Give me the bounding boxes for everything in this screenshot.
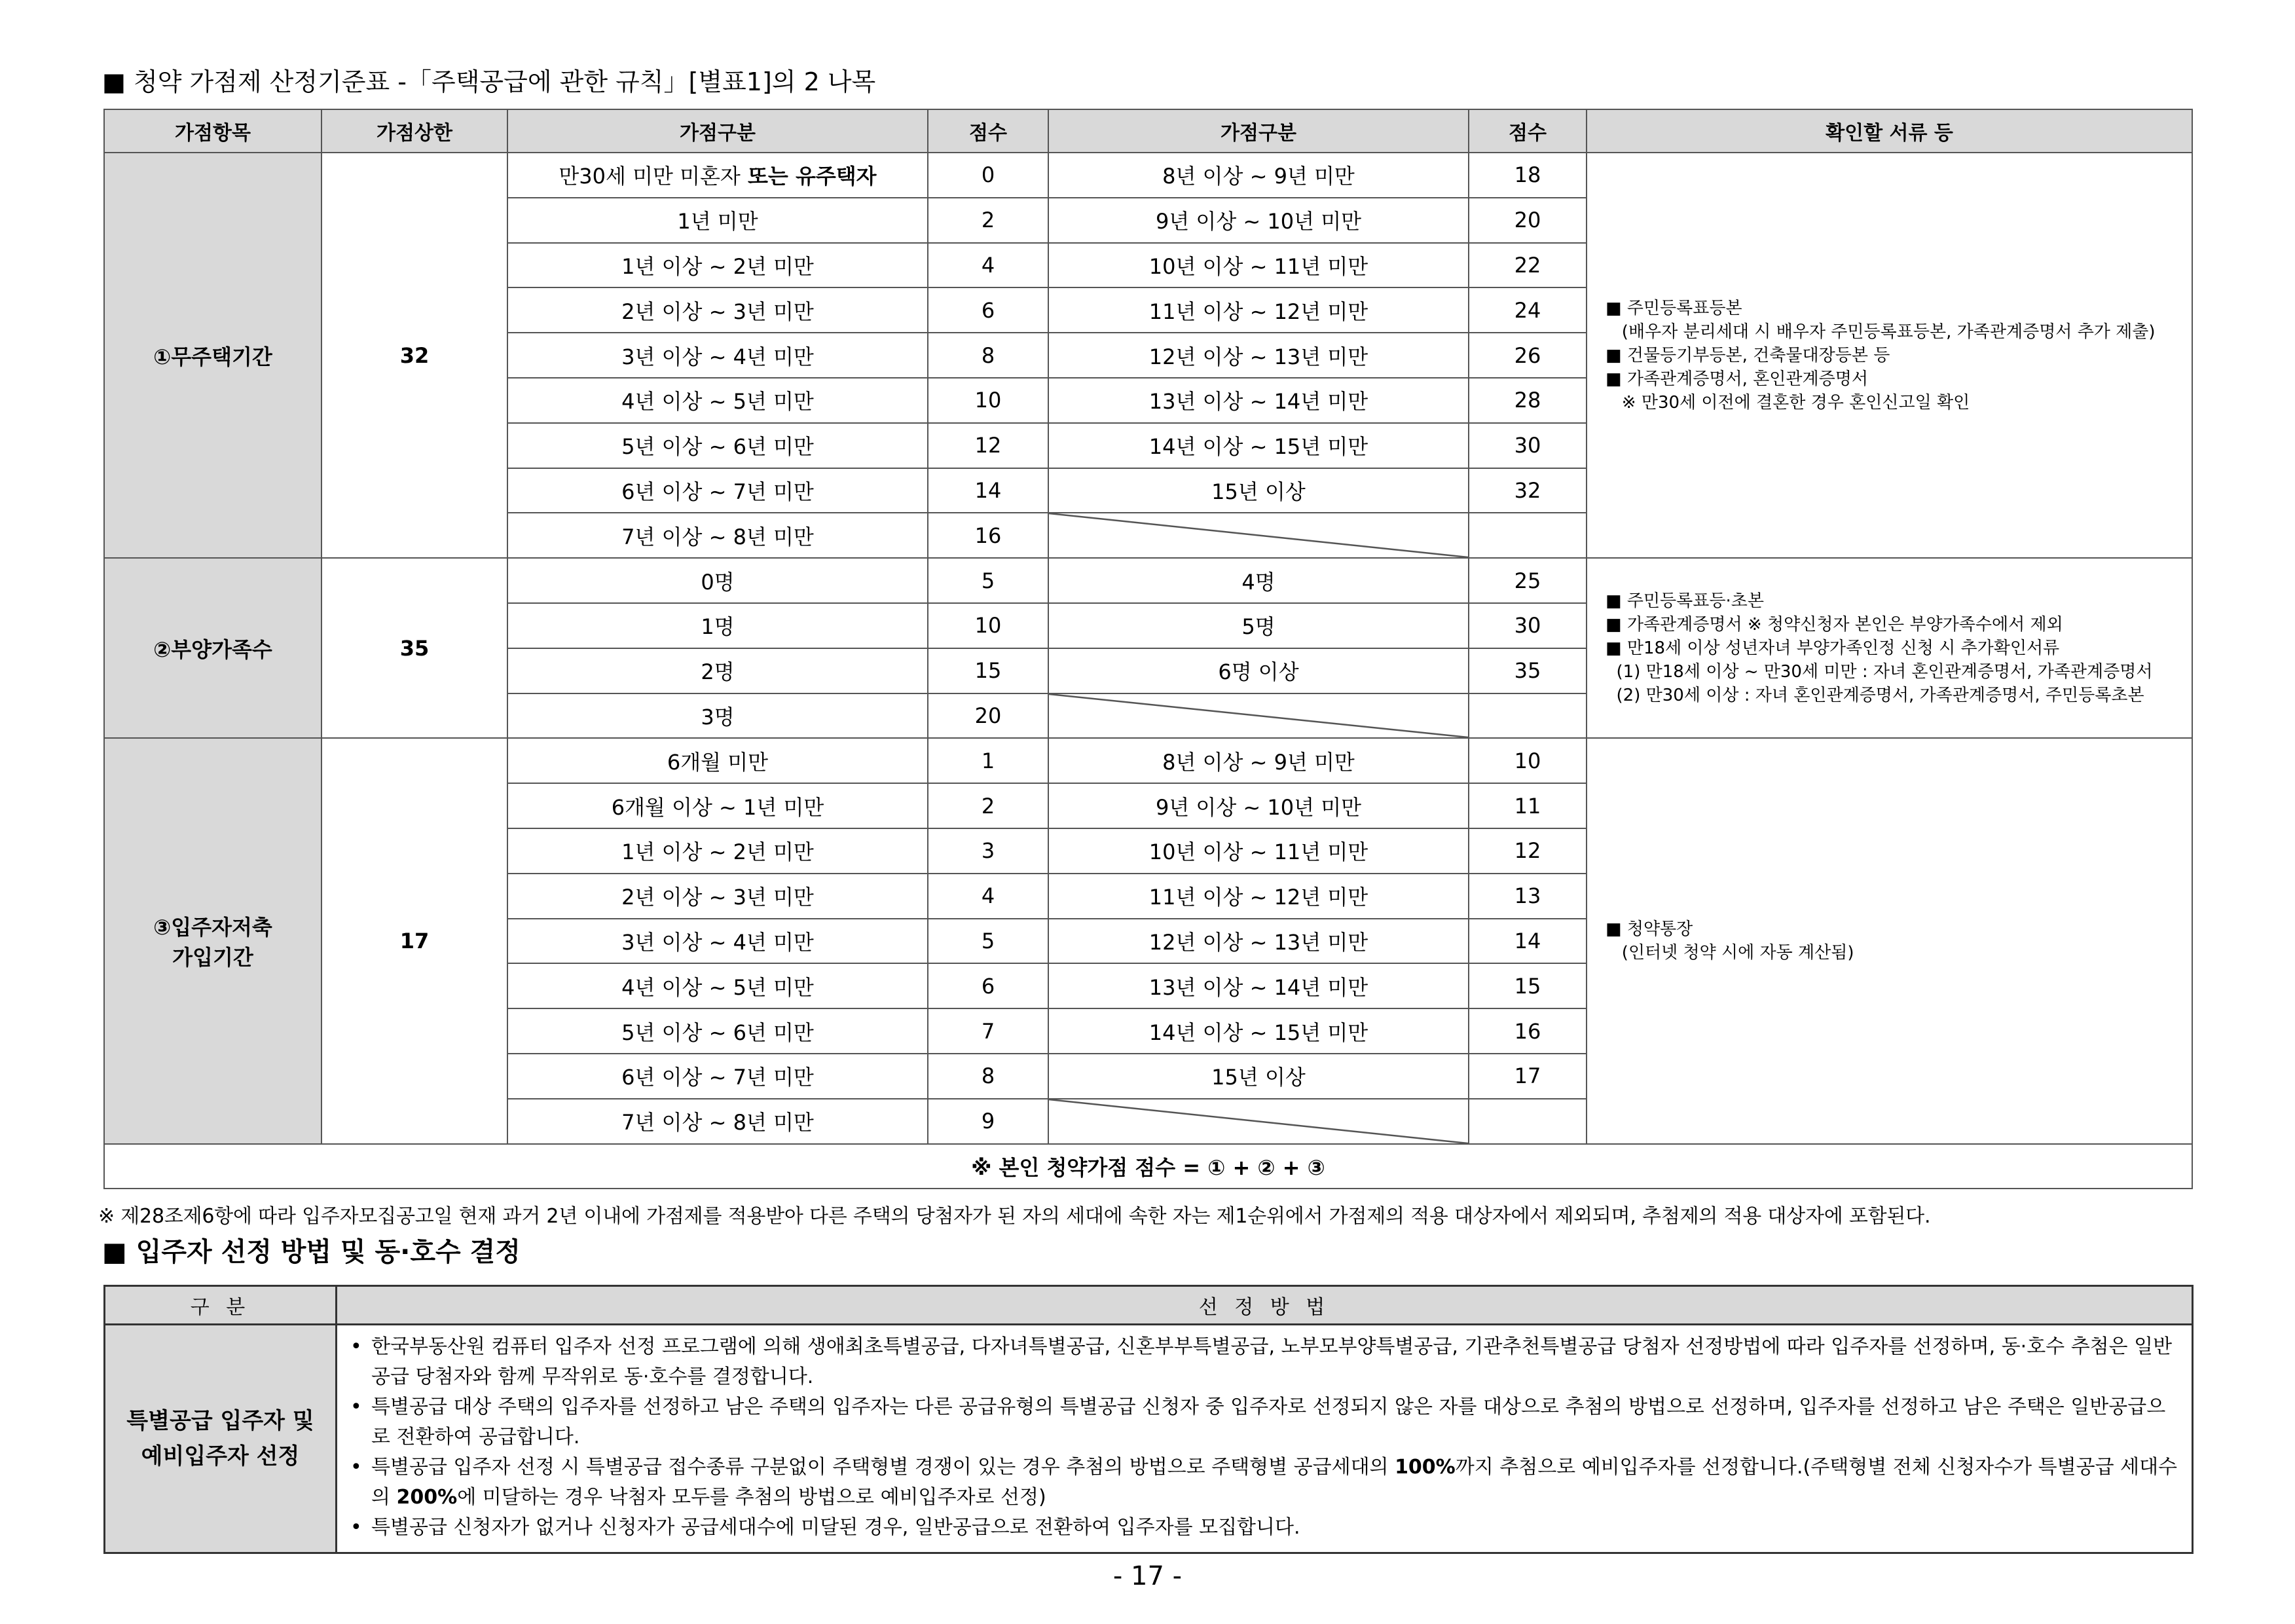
category-a-text: 6년 이상 ~ 7년 미만	[621, 479, 814, 504]
score-a-cell: 2	[928, 783, 1048, 828]
list-item	[350, 1392, 2178, 1452]
category-b-cell: 9년 이상 ~ 10년 미만	[1048, 783, 1469, 828]
score-b-cell: 14	[1469, 919, 1587, 964]
text-part: 특별공급 입주자 선정 시 특별공급 접수종류 구분없이 주택형별 경쟁이 있는 경우 추첨의 방법으로 주택형별 공급세대의	[371, 1456, 1395, 1479]
category-a-cell	[507, 558, 928, 603]
score-item-cell	[104, 558, 321, 738]
table-row	[104, 558, 2192, 603]
category-a-text: 3년 이상 ~ 4년 미만	[621, 344, 814, 369]
category-b-cell: 6명 이상	[1048, 648, 1469, 693]
category-b-cell: 11년 이상 ~ 12년 미만	[1048, 874, 1469, 919]
list-item	[350, 1452, 2178, 1513]
score-a-cell: 3	[928, 828, 1048, 874]
score-a-cell: 1	[928, 738, 1048, 783]
list-item-text: 특별공급 신청자가 없거나 신청자가 공급세대수에 미달된 경우, 일반공급으로 전환하여 입주자를 모집합니다.	[371, 1516, 1300, 1539]
score-b-cell: 24	[1469, 287, 1587, 333]
category-a-cell	[507, 874, 928, 919]
category-a-cell	[507, 648, 928, 693]
score-a-cell: 6	[928, 287, 1048, 333]
category-a-text: 1년 미만	[677, 209, 758, 234]
category-b-cell: 14년 이상 ~ 15년 미만	[1048, 1008, 1469, 1054]
score-a-cell: 16	[928, 513, 1048, 558]
category-a-bold-text: 또는 유주택자	[740, 164, 877, 189]
score-b-cell: 28	[1469, 378, 1587, 423]
category-a-text: 4년 이상 ~ 5년 미만	[621, 389, 814, 415]
category-b-cell: 5명	[1048, 603, 1469, 648]
category-b-cell: 11년 이상 ~ 12년 미만	[1048, 287, 1469, 333]
category-b-cell: 12년 이상 ~ 13년 미만	[1048, 919, 1469, 964]
category-b-cell: 13년 이상 ~ 14년 미만	[1048, 963, 1469, 1008]
category-a-cell	[507, 919, 928, 964]
category-b-empty-cell	[1048, 513, 1469, 558]
score-item-label-line2: 가입기간	[172, 944, 253, 970]
category-a-text: 7년 이상 ~ 8년 미만	[621, 524, 814, 549]
table-header-row	[104, 109, 2192, 153]
category-a-text: 2년 이상 ~ 3년 미만	[621, 299, 814, 324]
score-a-cell: 14	[928, 468, 1048, 513]
score-b-cell: 30	[1469, 423, 1587, 468]
category-a-cell	[507, 287, 928, 333]
bullet-icon: •	[350, 1395, 362, 1418]
category-a-text: 1년 이상 ~ 2년 미만	[621, 840, 814, 865]
bullet-icon: •	[350, 1335, 362, 1358]
document-line: (인터넷 청약 시에 자동 계산됨)	[1606, 942, 1854, 963]
category-b-cell: 9년 이상 ~ 10년 미만	[1048, 198, 1469, 243]
score-a-cell: 5	[928, 558, 1048, 603]
percent-100: 100%	[1395, 1456, 1456, 1479]
category-a-cell	[507, 1099, 928, 1144]
category-a-cell	[507, 693, 928, 739]
category-b-cell: 12년 이상 ~ 13년 미만	[1048, 333, 1469, 378]
text-part: 에 미달하는 경우 낙첨자 모두를 추첨의 방법으로 예비입주자로 선정)	[457, 1486, 1046, 1509]
category-b-cell: 14년 이상 ~ 15년 미만	[1048, 423, 1469, 468]
text-part: 까지 추첨으로 예비입주자를 선정합니다.(주택형별 전체 신청자수가 특별공급 세대수의	[371, 1456, 2178, 1509]
category-a-text: 2명	[701, 659, 735, 685]
table-row	[104, 153, 2192, 198]
header-category-b: 가점구분	[1048, 109, 1469, 153]
header-division: 구 분	[105, 1286, 337, 1325]
category-b-cell: 8년 이상 ~ 9년 미만	[1048, 153, 1469, 198]
score-item-cell	[104, 153, 321, 558]
score-item-label: ③입주자저축	[153, 914, 272, 940]
score-a-cell: 5	[928, 919, 1048, 964]
score-b-cell	[1469, 1099, 1587, 1144]
category-a-cell	[507, 963, 928, 1008]
table-row	[105, 1325, 2193, 1553]
row-label-line2: 예비입주자 선정	[141, 1443, 300, 1469]
category-a-text: 6년 이상 ~ 7년 미만	[621, 1065, 814, 1090]
documents-cell	[1587, 558, 2192, 738]
category-a-text: 3년 이상 ~ 4년 미만	[621, 929, 814, 955]
category-b-cell: 10년 이상 ~ 11년 미만	[1048, 828, 1469, 874]
document-line: ■ 건물등기부등본, 건축물대장등본 등	[1606, 345, 1890, 365]
score-a-cell: 4	[928, 874, 1048, 919]
score-b-cell: 30	[1469, 603, 1587, 648]
header-score-a: 점수	[928, 109, 1048, 153]
category-b-empty-cell	[1048, 1099, 1469, 1144]
list-item	[350, 1332, 2178, 1392]
score-b-cell: 35	[1469, 648, 1587, 693]
score-b-cell: 32	[1469, 468, 1587, 513]
category-a-text: 5년 이상 ~ 6년 미만	[621, 434, 814, 460]
score-a-cell: 6	[928, 963, 1048, 1008]
page-number: - 17 -	[1112, 1561, 1183, 1591]
score-a-cell: 0	[928, 153, 1048, 198]
header-category-a: 가점구분	[507, 109, 928, 153]
document-line: ■ 가족관계증명서 ※ 청약신청자 본인은 부양가족수에서 제외	[1606, 614, 2063, 635]
score-b-cell: 10	[1469, 738, 1587, 783]
bullet-icon: •	[350, 1516, 362, 1539]
category-a-cell	[507, 243, 928, 288]
table-row	[104, 738, 2192, 783]
page-title-score-table: ■ 청약 가점제 산정기준표 -「주택공급에 관한 규칙」[별표1]의 2 나목	[102, 67, 876, 96]
category-a-cell	[507, 783, 928, 828]
score-a-cell: 4	[928, 243, 1048, 288]
score-a-cell: 20	[928, 693, 1048, 739]
score-b-cell: 15	[1469, 963, 1587, 1008]
category-a-text: 2년 이상 ~ 3년 미만	[621, 885, 814, 910]
score-b-cell: 22	[1469, 243, 1587, 288]
category-a-text: 6개월 미만	[667, 749, 769, 775]
header-method: 선 정 방 법	[337, 1286, 2193, 1325]
total-row	[104, 1144, 2192, 1189]
category-a-cell	[507, 333, 928, 378]
category-a-text: 3명	[701, 704, 735, 729]
document-line: ■ 가족관계증명서, 혼인관계증명서	[1606, 369, 1868, 389]
category-a-cell	[507, 378, 928, 423]
document-line: ■ 청약통장	[1606, 919, 1693, 939]
score-a-cell: 7	[928, 1008, 1048, 1054]
footnote: ※ 제28조제6항에 따라 입주자모집공고일 현재 과거 2년 이내에 가점제를 적용받아 다른 주택의 당첨자가 된 자의 세대에 속한 자는 제1순위에서 가점제의 적용 대상자에서 제외되며, 추첨제의 적용 대상자에 포함된다.	[98, 1205, 1931, 1228]
category-a-text: 5년 이상 ~ 6년 미만	[621, 1020, 814, 1045]
category-a-cell	[507, 1054, 928, 1099]
score-a-cell: 9	[928, 1099, 1048, 1144]
category-b-cell: 15년 이상	[1048, 468, 1469, 513]
list-item-text: 특별공급 대상 주택의 입주자를 선정하고 남은 주택의 입주자는 다른 공급유형의 특별공급 신청자 중 입주자로 선정되지 않은 자를 대상으로 추첨의 방법으로 선정하며, 입주자를 선정하고 남은 주택은 일반공급으로 전환하여 공급합니다.	[371, 1395, 2166, 1449]
row-label-line1: 특별공급 입주자 및	[126, 1408, 314, 1434]
category-a-text: 0명	[701, 569, 735, 595]
category-a-cell	[507, 603, 928, 648]
score-a-cell: 15	[928, 648, 1048, 693]
score-a-cell: 8	[928, 333, 1048, 378]
row-label	[105, 1325, 337, 1553]
category-a-cell	[507, 423, 928, 468]
category-a-text: 만30세 미만 미혼자	[559, 164, 741, 189]
percent-200: 200%	[396, 1486, 458, 1509]
score-max-cell: 17	[321, 738, 507, 1143]
category-a-text: 1명	[701, 614, 735, 640]
document-line: (1) 만18세 이상 ~ 만30세 미만 : 자녀 혼인관계증명서, 가족관계증명서	[1606, 661, 2153, 682]
list-item-text: 한국부동산원 컴퓨터 입주자 선정 프로그램에 의해 생애최초특별공급, 다자녀특별공급, 신혼부부특별공급, 노부모부양특별공급, 기관추천특별공급 당첨자 선정방법에 따라 입주자를 선정하며, 동·호수 추첨은 일반공급 당첨자와 함께 무작위로 동·호수를 결정합니다.	[371, 1335, 2173, 1388]
category-b-cell: 15년 이상	[1048, 1054, 1469, 1099]
score-max-cell: 32	[321, 153, 507, 558]
score-b-cell: 26	[1469, 333, 1587, 378]
category-a-cell	[507, 828, 928, 874]
score-item-cell	[104, 738, 321, 1143]
category-a-text: 7년 이상 ~ 8년 미만	[621, 1110, 814, 1135]
category-a-cell	[507, 513, 928, 558]
category-b-cell: 8년 이상 ~ 9년 미만	[1048, 738, 1469, 783]
score-a-cell: 2	[928, 198, 1048, 243]
score-b-cell: 17	[1469, 1054, 1587, 1099]
score-b-cell: 20	[1469, 198, 1587, 243]
score-b-cell	[1469, 693, 1587, 739]
score-a-cell: 10	[928, 378, 1048, 423]
header-item: 가점항목	[104, 109, 321, 153]
header-documents: 확인할 서류 등	[1587, 109, 2192, 153]
document-line: ■ 주민등록표등본	[1606, 298, 1742, 318]
score-criteria-table	[103, 109, 2193, 1189]
section-title-selection: ■ 입주자 선정 방법 및 동·호수 결정	[102, 1237, 521, 1267]
category-b-cell: 10년 이상 ~ 11년 미만	[1048, 243, 1469, 288]
score-a-cell: 10	[928, 603, 1048, 648]
category-a-cell	[507, 1008, 928, 1054]
score-b-cell: 13	[1469, 874, 1587, 919]
score-b-cell: 25	[1469, 558, 1587, 603]
list-item	[350, 1513, 2178, 1543]
header-score-b: 점수	[1469, 109, 1587, 153]
score-a-cell: 8	[928, 1054, 1048, 1099]
category-b-empty-cell	[1048, 693, 1469, 739]
score-b-cell: 18	[1469, 153, 1587, 198]
documents-cell	[1587, 738, 2192, 1143]
category-a-cell	[507, 468, 928, 513]
score-item-label: ①무주택기간	[153, 344, 272, 369]
header-max: 가점상한	[321, 109, 507, 153]
category-a-text: 4년 이상 ~ 5년 미만	[621, 974, 814, 1000]
document-line: (2) 만30세 이상 : 자녀 혼인관계증명서, 가족관계증명서, 주민등록초본	[1606, 685, 2144, 705]
list-item-text	[371, 1452, 2178, 1513]
document-line: ■ 만18세 이상 성년자녀 부양가족인정 신청 시 추가확인서류	[1606, 638, 2060, 658]
document-line: ■ 주민등록표등·초본	[1606, 591, 1765, 611]
category-b-cell: 4명	[1048, 558, 1469, 603]
score-b-cell: 11	[1469, 783, 1587, 828]
document-line: ※ 만30세 이전에 결혼한 경우 혼인신고일 확인	[1606, 392, 1970, 413]
category-b-cell: 13년 이상 ~ 14년 미만	[1048, 378, 1469, 423]
score-b-cell: 12	[1469, 828, 1587, 874]
category-a-text: 6개월 이상 ~ 1년 미만	[611, 794, 824, 820]
score-a-cell: 12	[928, 423, 1048, 468]
table-header-row	[105, 1286, 2193, 1325]
score-b-cell	[1469, 513, 1587, 558]
selection-method-content	[337, 1325, 2193, 1553]
score-max-cell: 35	[321, 558, 507, 738]
selection-method-table	[103, 1285, 2194, 1554]
document-line: (배우자 분리세대 시 배우자 주민등록표등본, 가족관계증명서 추가 제출)	[1606, 322, 2156, 342]
category-a-cell	[507, 198, 928, 243]
category-a-cell	[507, 153, 928, 198]
bullet-icon: •	[350, 1456, 362, 1479]
score-b-cell: 16	[1469, 1008, 1587, 1054]
category-a-cell	[507, 738, 928, 783]
total-score-formula: ※ 본인 청약가점 점수 = ① + ② + ③	[104, 1144, 2192, 1189]
documents-cell	[1587, 153, 2192, 558]
category-a-text: 1년 이상 ~ 2년 미만	[621, 253, 814, 279]
score-item-label: ②부양가족수	[153, 637, 272, 662]
